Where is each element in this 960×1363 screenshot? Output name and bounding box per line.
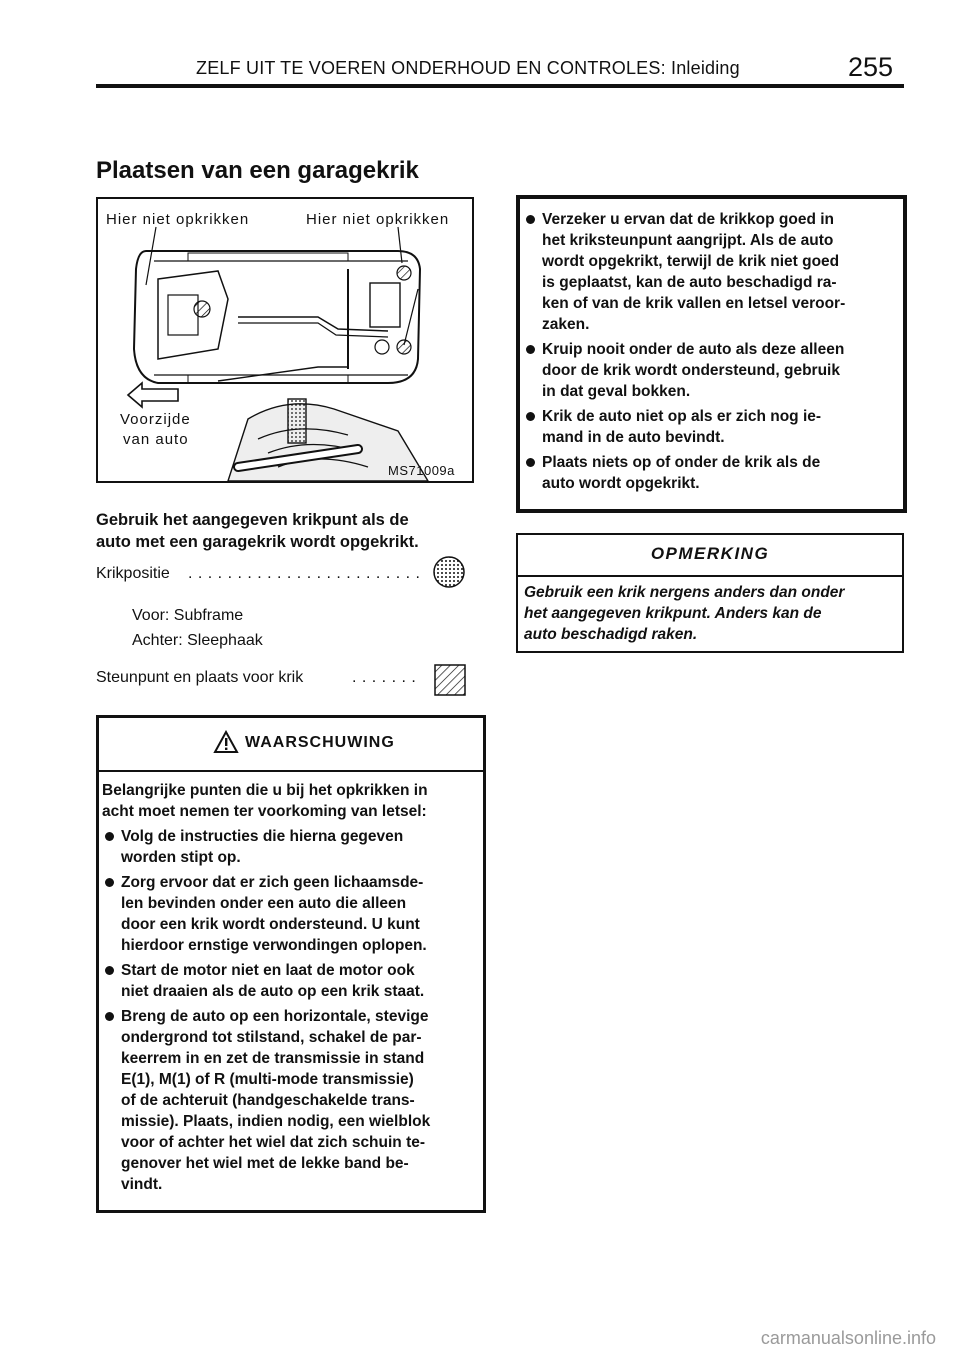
legend-rear: Achter: Sleephaak <box>132 632 263 649</box>
warning-item-line: Krik de auto niet op als er zich nog ie- <box>542 408 822 425</box>
warning-item-line: niet draaien als de auto op een krik staat. <box>121 983 425 1000</box>
header-rule <box>96 84 904 88</box>
legend-front: Voor: Subframe <box>132 607 244 624</box>
warning-item-line: E(1), M(1) of R (multi-mode transmissie) <box>121 1071 414 1088</box>
warning-header <box>99 718 483 772</box>
warning-box <box>96 715 486 1213</box>
warning-item-line: Zorg ervoor dat er zich geen lichaamsde- <box>121 874 424 891</box>
bullet-icon <box>526 412 535 421</box>
label-front-of-car-1: Voorzijde <box>120 411 191 428</box>
warning-item-line: Breng de auto op een horizontale, stevige <box>121 1008 429 1025</box>
warning-item-line: hierdoor ernstige verwondingen oplopen. <box>121 937 427 954</box>
warning-item-line: voor of achter het wiel dat zich schuin te- <box>121 1134 426 1151</box>
note-line: Gebruik een krik nergens anders dan onder <box>524 584 845 601</box>
legend-support-dots: . . . . . . . <box>352 669 417 686</box>
bullet-icon <box>526 345 535 354</box>
page-number: 255 <box>848 52 894 82</box>
warning-item-line: ondergrond tot stilstand, schakel de par- <box>121 1029 422 1046</box>
bullet-icon <box>526 215 535 224</box>
warning-item-line: wordt opgekrikt, terwijl de krik niet goed <box>542 253 840 270</box>
legend-jack-position-dots: . . . . . . . . . . . . . . . . . . . . . . . . <box>188 565 421 582</box>
warning-intro-line: acht moet nemen ter voorkoming van letsel: <box>102 803 427 820</box>
warning-item-line: door de krik wordt ondersteund, gebruik <box>542 362 840 379</box>
warning-title: WAARSCHUWING <box>245 734 395 751</box>
jacking-diagram <box>96 197 474 483</box>
note-title: OPMERKING <box>650 544 770 563</box>
bullet-icon <box>105 878 114 887</box>
warning-item-line: is geplaatst, kan de auto beschadigd ra- <box>542 274 837 291</box>
note-line: het aangegeven krikpunt. Anders kan de <box>524 605 822 622</box>
warning-item-line: door een krik wordt ondersteund. U kunt <box>121 916 420 933</box>
warning-item-line: Plaats niets op of onder de krik als de <box>542 454 821 471</box>
label-do-not-jack-left: Hier niet opkrikken <box>106 211 250 228</box>
warning-item-line: Volg de instructies die hierna gegeven <box>121 828 404 845</box>
intro-line-1: Gebruik het aangegeven krikpunt als de <box>96 511 409 529</box>
warning-intro-line: Belangrijke punten die u bij het opkrikken in <box>102 782 428 799</box>
label-do-not-jack-right: Hier niet opkrikken <box>306 211 450 228</box>
warning-item-line: keerrem in en zet de transmissie in stand <box>121 1050 425 1067</box>
legend-jack-position-label: Krikpositie <box>96 565 170 582</box>
section-title: Plaatsen van een garagekrik <box>96 157 419 184</box>
warning-item-line: genover het wiel met de lekke band be- <box>121 1155 409 1172</box>
warning-item-line: ken of van de krik vallen en letsel veroor- <box>542 295 846 312</box>
jack-position-symbol-icon <box>432 555 466 589</box>
warning-item-line: missie). Plaats, indien nodig, een wielblok <box>121 1113 431 1130</box>
warning-item-line: of de achteruit (handgeschakelde trans- <box>121 1092 415 1109</box>
note-line: auto beschadigd raken. <box>524 626 698 643</box>
warning-triangle-icon <box>213 730 239 754</box>
intro-line-2: auto met een garagekrik wordt opgekrikt. <box>96 533 419 551</box>
running-header-title: ZELF UIT TE VOEREN ONDERHOUD EN CONTROLES: Inleiding <box>196 58 740 78</box>
label-front-of-car-2: van auto <box>123 431 189 448</box>
warning-item-line: vindt. <box>121 1176 163 1193</box>
warning-item-line: Verzeker u ervan dat de krikkop goed in <box>542 211 835 228</box>
legend-support-label: Steunpunt en plaats voor krik <box>96 669 304 686</box>
warning-item-line: zaken. <box>542 316 590 333</box>
figure-code: MS71009a <box>388 463 455 478</box>
note-text <box>524 582 898 645</box>
bullet-icon <box>105 832 114 841</box>
note-divider <box>518 575 902 577</box>
warning-box-continued <box>516 195 907 513</box>
warning-item-line: Start de motor niet en laat de motor ook <box>121 962 415 979</box>
warning-item-line: in dat geval bokken. <box>542 383 691 400</box>
warning-item-line: worden stipt op. <box>121 849 241 866</box>
warning-item-line: het kriksteunpunt aangrijpt. Als de auto <box>542 232 834 249</box>
warning-item-line: auto wordt opgekrikt. <box>542 475 700 492</box>
support-point-symbol-icon <box>434 664 466 696</box>
warning-item-line: mand in de auto bevindt. <box>542 429 725 446</box>
note-box <box>516 533 904 653</box>
bullet-icon <box>105 966 114 975</box>
warning-item-line: len bevinden onder een auto die alleen <box>121 895 407 912</box>
warning-item-line: Kruip nooit onder de auto als deze alleen <box>542 341 845 358</box>
bullet-icon <box>526 458 535 467</box>
watermark: carmanualsonline.info <box>760 1328 936 1348</box>
bullet-icon <box>105 1012 114 1021</box>
